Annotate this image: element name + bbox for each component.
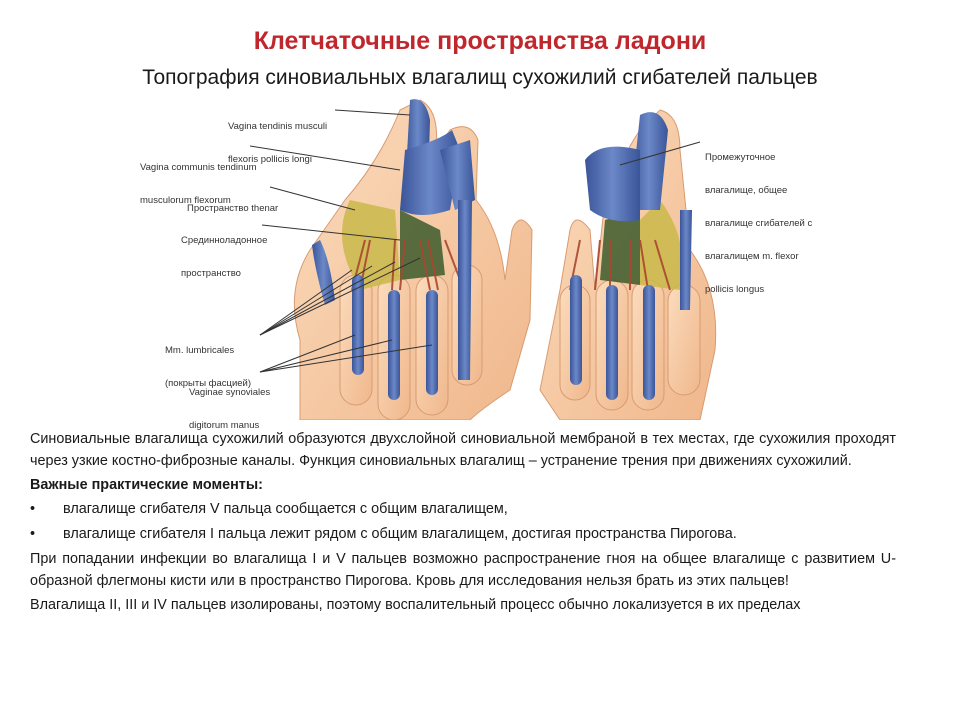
label-midpalmar-space: Срединноладонное пространство: [181, 235, 268, 279]
slide-title: Клетчаточные пространства ладони: [253, 27, 707, 55]
label-lumbricales: Mm. lumbricales (покрыты фасцией): [165, 345, 252, 389]
bullet-text: влагалище сгибателя V пальца сообщается с общим влагалищем,: [63, 501, 508, 517]
bullet-marker: •: [30, 526, 36, 542]
bullet-marker: •: [30, 501, 36, 517]
label-thenar-space: Пространство thenar: [187, 203, 279, 214]
bullet-item: [30, 498, 896, 520]
hand-illustration: [0, 90, 960, 431]
left-hand: [294, 99, 532, 420]
label-intermediate-sheath: Промежуточное влагалище, общее влагалище сгибателей с влагалищем m. flexor pollicis longus: [705, 152, 813, 295]
body-text: [30, 428, 896, 618]
label-synovial-sheaths: Vaginae synoviales digitorum manus: [189, 387, 271, 431]
intro-paragraph: Синовиальные влагалища сухожилий образуются двухслойной синовиальной мембраной в тех местах, где сухожилия проходят через узкие костно-фиброзные каналы. Функция синовиальных влагалищ – устранение трения при движениях сухожилий.: [30, 431, 896, 469]
slide-subtitle: Топография синовиальных влагалищ сухожилий сгибателей пальцев: [142, 66, 818, 89]
label-vagina-communis: Vagina communis tendinum musculorum flexorum: [140, 162, 257, 206]
bullet-item: [30, 523, 896, 545]
label-vagina-flexor-pollicis: Vagina tendinis musculi flexoris pollicis longi: [228, 121, 328, 165]
isolated-paragraph: Влагалища II, III и IV пальцев изолированы, поэтому воспалительный процесс обычно локализуется в их пределах: [30, 597, 801, 613]
infection-paragraph: При попадании инфекции во влагалища I и V пальцев возможно распространение гноя на общее влагалище с развитием U-образной флегмоны кисти или в пространство Пирогова. Кровь для исследования нельзя брать из этих пальцев!: [30, 551, 896, 589]
bullet-text: влагалище сгибателя I пальца лежит рядом с общим влагалищем, достигая пространства Пирогова.: [63, 526, 737, 542]
practical-heading: Важные практические моменты:: [30, 477, 263, 493]
right-hand: [540, 110, 716, 420]
